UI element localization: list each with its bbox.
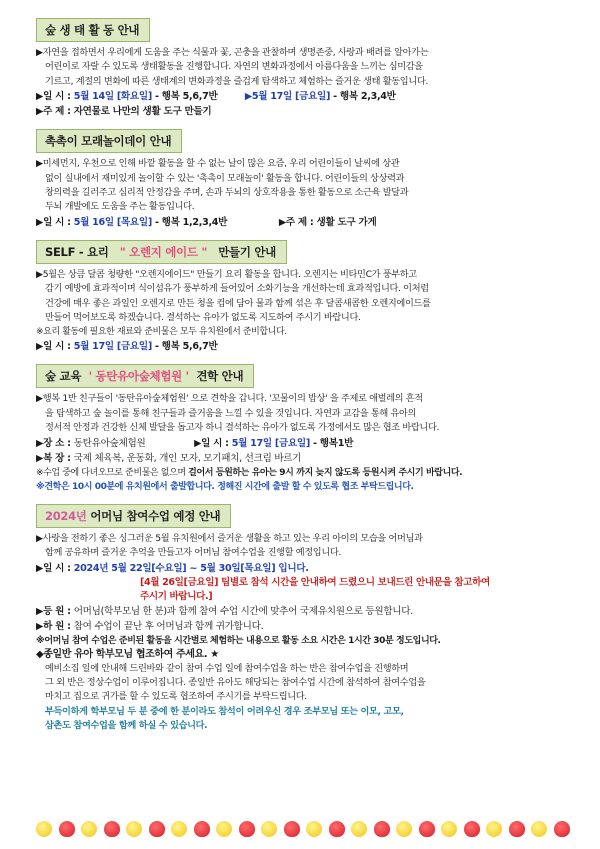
lemon-icon bbox=[171, 821, 187, 837]
grandparent-note: 부득이하게 학부모님 두 분 중에 한 분이라도 참석이 어려우신 경우 조부모님 또는 이모, 고모, 삼촌도 참여수업을 함께 하실 수 있습니다. bbox=[45, 705, 404, 732]
section-title: 숲 교육 ' 동탄유아숲체험원 ' 견학 안내 bbox=[36, 364, 254, 388]
section-forest-trip bbox=[36, 360, 570, 493]
section-forest-ecology bbox=[36, 14, 570, 119]
trip-note: ※수업 중에 다녀오므로 준비물은 없으며 걸어서 등원하는 유아는 9시 까지 늦지 않도록 등원시켜 주시기 바랍니다. bbox=[36, 467, 463, 478]
arrival-row: ▶등 원 : 어머님(학부모님 한 분)과 함께 참여 수업 시간에 맞추어 국제유치원으로 등원합니다. bbox=[36, 605, 413, 617]
strawberry-icon bbox=[59, 821, 75, 837]
strawberry-icon bbox=[554, 821, 570, 837]
section-paragraph: ▶미세먼지, 우천으로 인해 바깥 활동을 할 수 없는 날이 많은 요즘, 우리 어린이들이 날씨에 상관 없이 실내에서 재미있게 놀이할 수 있는 '촉촉이 모래놀이' 활동을 합니다. 어린이들의 상상력과 창의력을 길러주고 심리적 안정감을 주며, 손과 두뇌의 상호작용을 통한 활동으로 소근육 발달과 두뇌 개발에도 도움을 주는 활동입니다. bbox=[36, 158, 409, 213]
lemon-icon bbox=[396, 821, 412, 837]
schedule-notice-cont: 주시기 바랍니다.] bbox=[140, 590, 213, 602]
lemon-icon bbox=[351, 821, 367, 837]
strawberry-icon bbox=[374, 821, 390, 837]
lemon-icon bbox=[261, 821, 277, 837]
fulltime-subheading: ◆종일반 유아 학부모님 협조하여 주세요. ★ bbox=[36, 648, 219, 660]
section-title: 숲 생 태 활 동 안내 bbox=[36, 18, 150, 42]
section-paragraph: ▶행복 1반 친구들이 '동탄유아숲체험원' 으로 견학을 갑니다. '꼬물이의 밥상' 을 주제로 애벌레의 흔적 을 탐색하고 숲 놀이를 통해 친구들과 즐거움을 느낄 수 있을 것입니다. 자연과 교감을 통해 유아의 정서적 안정과 건강한 신체 발달을 돕고자 하니 결석하는 유아가 없도록 가정에서도 많은 협조 바랍니다. bbox=[36, 393, 440, 434]
lemon-icon bbox=[531, 821, 547, 837]
departure-note: ※견학은 10시 00분에 유치원에서 출발합니다. 정해진 시간에 출발 할 수 있도록 협조 부탁드립니다. bbox=[36, 481, 414, 492]
strawberry-icon bbox=[149, 821, 165, 837]
lemon-icon bbox=[216, 821, 232, 837]
date-row: ▶일 시 : 5월 16일 [목요일] - 행복 1,2,3,4반 ▶주 제 : 생활 도구 가게 bbox=[36, 216, 377, 228]
strawberry-icon bbox=[194, 821, 210, 837]
section-sand-play bbox=[36, 125, 570, 230]
strawberry-icon bbox=[104, 821, 120, 837]
lemon-icon bbox=[36, 821, 52, 837]
section-cooking bbox=[36, 236, 570, 355]
lemon-icon bbox=[441, 821, 457, 837]
section-title: SELF - 요리 " 오렌지 에이드 " 만들기 안내 bbox=[36, 240, 287, 264]
clothing-row: ▶복 장 : 국제 체육복, 운동화, 개인 모자, 모기패치, 선크림 바르기 bbox=[36, 452, 302, 464]
duration-note: ※어머님 참여 수업은 준비된 활동을 시간별로 체험하는 내용으로 활동 소요 시간은 1시간 30분 정도입니다. bbox=[36, 635, 441, 646]
date-row: ▶일 시 : 2024년 5월 22일[수요일] ~ 5월 30일[목요일] 입니다. bbox=[36, 562, 309, 574]
strawberry-icon bbox=[329, 821, 345, 837]
fulltime-paragraph: 예비소집 일에 안내해 드린바와 같이 참여 수업 일에 참여수업을 하는 반은 참여수업을 진행하며 그 외 반은 정상수업이 이루어집니다. 종일반 유아도 해당되는 참여수업 시간에 참석하여 참여수업을 마치고 집으로 귀가를 할 수 있도록 협조하여 주시기를 부탁드립니다. bbox=[45, 662, 426, 703]
theme-row: ▶주 제 : 자연물로 나만의 생활 도구 만들기 bbox=[36, 106, 212, 118]
fruit-border bbox=[36, 818, 570, 840]
cooking-note: ※요리 활동에 필요한 재료와 준비물은 모두 유치원에서 준비합니다. bbox=[36, 327, 287, 338]
strawberry-icon bbox=[464, 821, 480, 837]
strawberry-icon bbox=[419, 821, 435, 837]
departure-row: ▶하 원 : 참여 수업이 끝난 후 어머님과 함께 귀가합니다. bbox=[36, 620, 264, 632]
strawberry-icon bbox=[284, 821, 300, 837]
strawberry-icon bbox=[239, 821, 255, 837]
section-title: 2024년 어머님 참여수업 예정 안내 bbox=[36, 504, 231, 528]
section-paragraph: ▶사랑을 전하기 좋은 싱그러운 5월 유치원에서 즐거운 생활을 하고 있는 우리 아이의 모습을 어머님과 함께 공유하며 즐거운 추억을 만들고자 어머님 참여수업을 진행할 예정입니다. bbox=[36, 532, 423, 559]
strawberry-icon bbox=[509, 821, 525, 837]
date-row: ▶일 시 : 5월 14일 [화요일] - 행복 5,6,7반 ▶5월 17일 [금요일] - 행복 2,3,4반 bbox=[36, 91, 396, 103]
lemon-icon bbox=[486, 821, 502, 837]
date-row: ▶일 시 : 5월 17일 [금요일] - 행복 5,6,7반 bbox=[36, 341, 218, 353]
newsletter-page bbox=[36, 14, 570, 740]
section-title: 촉촉이 모래놀이데이 안내 bbox=[36, 129, 182, 153]
schedule-notice: [4월 26일[금요일] 팀별로 참석 시간을 안내하여 드렸으니 보내드린 안내문을 참고하여 bbox=[140, 576, 490, 588]
section-paragraph: ▶5월은 상큼 달콤 청량한 "오렌지에이드" 만들기 요리 활동을 합니다. 오렌지는 비타민C가 풍부하고 감기 예방에 효과적이며 식이섬유가 풍부하게 들어있어 소화기능을 개선하는데 효과적입니다. 이처럼 건강에 매우 좋은 과일인 오렌지로 만든 청을 컵에 담아 물과 함께 섞은 후 달콤새콤한 오렌지에이드를 만들어 먹어보도록 하겠습니다. 결석하는 유아가 없도록 지도하여 주시기 바랍니다. bbox=[36, 268, 431, 324]
lemon-icon bbox=[81, 821, 97, 837]
place-date-row: ▶장 소 : 동탄유아숲체험원 ▶일 시 : 5월 17일 [금요일] - 행복1반 bbox=[36, 437, 354, 449]
section-parent-class bbox=[36, 500, 570, 734]
lemon-icon bbox=[126, 821, 142, 837]
lemon-icon bbox=[306, 821, 322, 837]
section-paragraph: ▶자연을 접하면서 우리에게 도움을 주는 식물과 꽃, 곤충을 관찰하며 생명존중, 사랑과 배려를 알아가는 어린이로 자랄 수 있도록 생태활동을 진행합니다. 자연의 변화과정에서 아름다움을 느끼는 심미감을 기르고, 계절의 변화에 따른 생태계의 변화과정을 즐겁게 탐색하고 체험하는 즐거운 생태 활동입니다. bbox=[36, 47, 429, 87]
